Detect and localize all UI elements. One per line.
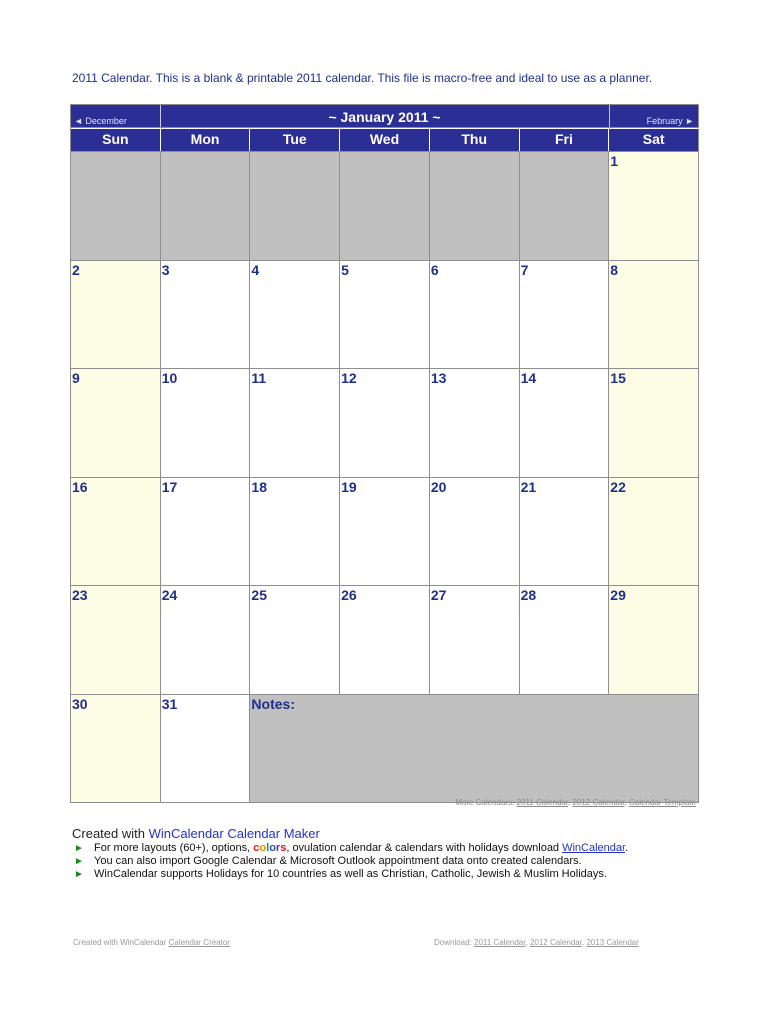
day-number: 18 [251, 478, 267, 495]
weekday-tue: Tue [250, 128, 340, 151]
day-cell-15[interactable] [609, 369, 699, 478]
footer-left-prefix: Created with WinCalendar [73, 938, 169, 947]
day-number: 21 [520, 478, 537, 495]
day-number: 17 [161, 478, 178, 495]
footer-created [73, 938, 230, 947]
month-title: ~ January 2011 ~ [328, 109, 441, 125]
day-cell-7[interactable] [520, 261, 610, 370]
colors-letter: c [253, 842, 260, 854]
more-calendars-label: More Calendars: [455, 798, 515, 807]
weekday-mon: Mon [161, 128, 251, 151]
day-cell-17[interactable] [161, 478, 251, 587]
day-cell-28[interactable] [520, 586, 610, 695]
colors-letter: o [259, 842, 267, 854]
day-number: 27 [430, 587, 447, 603]
list-item [74, 842, 628, 855]
triangle-right-icon: ► [74, 869, 84, 880]
wincalendar-link[interactable]: WinCalendar [562, 842, 626, 854]
day-cell-5[interactable] [340, 261, 430, 370]
day-cell-31[interactable] [161, 695, 251, 804]
day-cell-6[interactable] [430, 261, 520, 370]
colors-letter: o [269, 842, 276, 854]
colors-letter: r [275, 842, 281, 854]
footer-link-2011[interactable]: 2011 Calendar [474, 938, 526, 947]
day-number: 9 [72, 370, 80, 386]
info-bullets [74, 842, 628, 881]
day-number: 13 [430, 370, 447, 386]
month-calendar [70, 104, 699, 803]
empty-day-cell [430, 152, 520, 261]
weekday-wed: Wed [340, 128, 430, 151]
day-number: 16 [72, 478, 88, 495]
bullet-text: WinCalendar supports Holidays for 10 countries as well as Christian, Catholic, Jewish & Muslim Holidays. [94, 868, 607, 880]
footer-link-2013[interactable]: 2013 Calendar [586, 938, 639, 947]
created-prefix: Created with [72, 826, 149, 841]
more-calendars: More Calendars: 2011 Calendar, 2012 Calendar, Calendar Template [455, 798, 696, 807]
day-cell-24[interactable] [161, 586, 251, 695]
notes-area[interactable] [250, 695, 699, 804]
empty-day-cell [250, 152, 340, 261]
day-number: 23 [72, 587, 88, 603]
bullet-text: , ovulation calendar & calendars with holidays download [286, 842, 563, 854]
day-cell-10[interactable] [161, 369, 251, 478]
day-number: 26 [341, 587, 357, 603]
day-cell-20[interactable] [430, 478, 520, 587]
colors-letter: l [266, 842, 270, 854]
footer-download: Download: 2011 Calendar, 2012 Calendar, 2013 Calendar [434, 938, 639, 947]
weekday-thu: Thu [430, 128, 520, 151]
triangle-right-icon: ► [74, 843, 84, 854]
day-number: 7 [520, 261, 529, 278]
day-number: 1 [610, 153, 619, 169]
calendar-grid [70, 151, 699, 803]
bullet-text: . [625, 842, 629, 854]
day-number: 31 [161, 695, 178, 712]
day-number: 12 [341, 370, 357, 386]
day-number: 30 [72, 695, 88, 712]
day-number: 14 [520, 370, 537, 386]
link-2011-calendar[interactable]: 2011 Calendar [516, 798, 569, 807]
day-cell-9[interactable] [71, 369, 161, 478]
empty-day-cell [161, 152, 251, 261]
day-number: 10 [161, 370, 178, 386]
day-cell-16[interactable] [71, 478, 161, 587]
footer-link-2012[interactable]: 2012 Calendar [529, 938, 582, 947]
day-cell-12[interactable] [340, 369, 430, 478]
link-2012-calendar[interactable]: 2012 Calendar [572, 798, 625, 807]
day-cell-13[interactable] [430, 369, 520, 478]
day-number: 3 [161, 261, 170, 278]
day-cell-30[interactable] [71, 695, 161, 804]
weekday-fri: Fri [520, 128, 610, 151]
day-cell-29[interactable] [609, 586, 699, 695]
day-number: 20 [430, 478, 447, 495]
weekday-sat: Sat [609, 128, 699, 151]
list-item [74, 868, 628, 881]
day-number: 2 [72, 261, 80, 278]
day-cell-11[interactable] [250, 369, 340, 478]
day-cell-19[interactable] [340, 478, 430, 587]
day-cell-26[interactable] [340, 586, 430, 695]
empty-day-cell [71, 152, 161, 261]
day-cell-21[interactable] [520, 478, 610, 587]
intro-text: 2011 Calendar. This is a blank & printable 2011 calendar. This file is macro-free and ideal to use as a planner. [72, 71, 653, 85]
day-number: 15 [610, 370, 626, 386]
notes-label: Notes: [251, 695, 295, 712]
day-cell-8[interactable] [609, 261, 699, 370]
day-number: 4 [251, 261, 260, 278]
footer-right-prefix: Download: [434, 938, 475, 947]
day-number: 19 [341, 478, 357, 495]
colors-letter: s [280, 842, 287, 854]
day-number: 5 [341, 261, 349, 278]
day-cell-4[interactable] [250, 261, 340, 370]
next-month-link[interactable]: February ► [646, 116, 694, 126]
day-number: 6 [430, 261, 439, 278]
day-number: 25 [251, 587, 267, 603]
day-number: 28 [520, 587, 537, 603]
created-with [72, 826, 320, 841]
day-number: 8 [610, 261, 619, 278]
weekday-header-row [70, 128, 699, 151]
day-cell-18[interactable] [250, 478, 340, 587]
wincalendar-maker-link[interactable]: WinCalendar Calendar Maker [148, 826, 320, 841]
empty-day-cell [520, 152, 610, 261]
day-number: 11 [251, 370, 267, 386]
day-cell-25[interactable] [250, 586, 340, 695]
prev-month-link[interactable]: ◄ December [74, 116, 127, 126]
day-number: 22 [610, 478, 626, 495]
list-item [74, 855, 628, 868]
day-number: 29 [610, 587, 626, 603]
calendar-creator-link[interactable]: Calendar Creator [168, 938, 230, 947]
day-cell-2[interactable] [71, 261, 161, 370]
triangle-right-icon: ► [74, 856, 84, 867]
bullet-text: You can also import Google Calendar & Microsoft Outlook appointment data onto created calendars. [94, 855, 582, 867]
day-cell-1[interactable] [609, 152, 699, 261]
day-cell-22[interactable] [609, 478, 699, 587]
link-calendar-template[interactable]: Calendar Template [628, 798, 696, 807]
calendar-header [70, 104, 699, 128]
day-cell-3[interactable] [161, 261, 251, 370]
weekday-sun: Sun [71, 128, 161, 151]
day-number: 24 [161, 587, 178, 603]
day-cell-14[interactable] [520, 369, 610, 478]
bullet-text: For more layouts (60+), options, [94, 842, 254, 854]
day-cell-23[interactable] [71, 586, 161, 695]
empty-day-cell [340, 152, 430, 261]
day-cell-27[interactable] [430, 586, 520, 695]
